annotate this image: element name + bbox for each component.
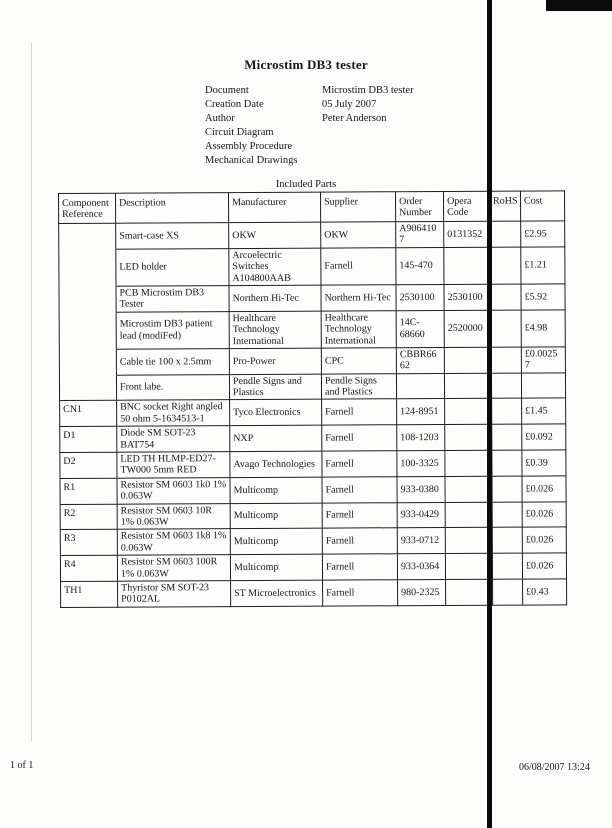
table-cell: Front labe. xyxy=(116,374,229,400)
table-cell: Resistor SM 0603 100R 1% 0.063W xyxy=(117,555,230,581)
table-cell xyxy=(521,373,565,399)
table-cell: CPC xyxy=(321,348,396,374)
table-cell: £0.39 xyxy=(522,450,566,476)
column-header: Description xyxy=(116,193,229,224)
page-title: Microstim DB3 tester xyxy=(244,57,368,72)
table-cell: £4.98 xyxy=(521,310,565,347)
table-cell: £0.026 xyxy=(522,527,566,553)
table-cell: 100-3325 xyxy=(397,451,445,477)
scan-artifact-vertical-line xyxy=(487,0,492,828)
meta-label: Author xyxy=(205,113,235,124)
table-cell xyxy=(59,312,116,349)
table-cell: £0.00257 xyxy=(521,347,565,373)
table-cell xyxy=(491,347,521,373)
table-cell: Tyco Electronics xyxy=(230,400,322,426)
scan-artifact-left-edge xyxy=(31,42,32,742)
table-cell: OKW xyxy=(321,222,396,248)
table-cell: Multicomp xyxy=(230,503,322,529)
table-cell xyxy=(445,553,492,579)
table-cell: Resistor SM 0603 10R 1% 0.063W xyxy=(117,503,230,529)
table-cell: D2 xyxy=(60,452,117,478)
table-cell: 14C-68660 xyxy=(396,310,444,347)
meta-row xyxy=(205,113,414,124)
table-cell: Pro-Power xyxy=(229,348,321,374)
table-cell xyxy=(492,424,522,450)
table-cell: 2530100 xyxy=(396,284,444,310)
table-cell xyxy=(446,579,493,605)
meta-value: Microstim DB3 tester xyxy=(322,85,414,96)
table-cell xyxy=(491,284,521,310)
table-cell xyxy=(59,286,116,312)
table-cell: 145-470 xyxy=(396,247,444,284)
table-cell: 0131352 xyxy=(444,221,491,247)
table-cell: Arcoelectric Switches A104800AAB xyxy=(229,248,321,286)
table-cell: Diode SM SOT-23 BAT754 xyxy=(117,426,230,452)
table-cell xyxy=(491,247,521,284)
table-cell xyxy=(492,527,522,553)
table-cell: OKW xyxy=(229,222,321,248)
table-cell xyxy=(491,310,521,347)
print-timestamp: 06/08/2007 13:24 xyxy=(519,762,590,773)
table-cell xyxy=(59,375,116,401)
table-cell: 2530100 xyxy=(444,284,491,310)
table-cell: R1 xyxy=(60,478,117,504)
table-cell: D1 xyxy=(60,426,117,452)
table-cell xyxy=(444,347,491,373)
table-cell: Farnell xyxy=(322,502,397,528)
table-cell: 933-0429 xyxy=(397,502,445,528)
column-header: Opera Code xyxy=(443,191,490,221)
page-number: 1 of 1 xyxy=(10,760,34,771)
table-cell: R2 xyxy=(60,504,117,530)
table-cell: 933-0380 xyxy=(397,476,445,502)
table-cell: 124-8951 xyxy=(397,399,445,425)
table-cell xyxy=(444,247,491,284)
table-cell: Multicomp xyxy=(230,528,322,554)
table-cell: £2.95 xyxy=(521,221,565,247)
table-cell: Farnell xyxy=(321,248,396,286)
table-cell: Avago Technologies xyxy=(230,451,322,477)
table-cell: LED holder xyxy=(116,248,229,286)
table-cell: Farnell xyxy=(322,554,397,580)
table-cell xyxy=(445,450,492,476)
table-cell: ST Microelectronics xyxy=(231,580,323,606)
table-cell: Healthcare Technology International xyxy=(321,310,396,348)
meta-label: Mechanical Drawings xyxy=(205,155,298,166)
table-cell: Cable tie 100 x 2.5mm xyxy=(116,349,229,375)
table-cell: £5.92 xyxy=(521,284,565,310)
table-cell: £0.026 xyxy=(522,553,566,579)
table-cell xyxy=(59,249,116,286)
meta-row xyxy=(205,127,414,138)
meta-row xyxy=(205,155,414,166)
table-cell: Resistor SM 0603 1k8 1% 0.063W xyxy=(117,529,230,555)
table-cell: Thyristor SM SOT-23 P0102AL xyxy=(118,581,231,607)
table-cell xyxy=(445,502,492,528)
table-cell: Multicomp xyxy=(230,477,322,503)
meta-row xyxy=(205,99,414,110)
table-cell xyxy=(492,476,522,502)
table-cell: 2520000 xyxy=(444,310,491,347)
table-cell: £0.026 xyxy=(522,501,566,527)
table-cell: R3 xyxy=(60,530,117,556)
table-cell: PCB Microstim DB3 Tester xyxy=(116,286,229,312)
scan-artifact-top-right xyxy=(546,0,612,11)
table-cell: £0.092 xyxy=(522,424,566,450)
table-cell xyxy=(492,399,522,425)
table-cell: Multicomp xyxy=(230,554,322,580)
table-cell: NXP xyxy=(230,425,322,451)
table-cell: £0.43 xyxy=(523,579,567,605)
table-cell: 933-0712 xyxy=(397,528,445,554)
column-header: RoHS xyxy=(490,191,520,221)
table-cell: A9064107 xyxy=(396,221,444,247)
section-title: Included Parts xyxy=(275,179,337,190)
table-cell: TH1 xyxy=(61,581,118,607)
table-cell xyxy=(492,553,522,579)
table-cell: Farnell xyxy=(322,399,397,425)
table-cell xyxy=(445,476,492,502)
column-header: Component Reference xyxy=(59,193,116,223)
table-cell: Northern Hi-Tec xyxy=(321,285,396,311)
meta-value: Peter Anderson xyxy=(322,113,387,124)
table-cell: £1.21 xyxy=(521,247,565,284)
table-cell: BNC socket Right angled 50 ohm 5-1634513-1 xyxy=(117,400,230,426)
column-header: Order Number xyxy=(395,191,443,221)
table-cell xyxy=(445,424,492,450)
table-cell: 933-0364 xyxy=(397,554,445,580)
meta-value: 05 July 2007 xyxy=(322,99,377,110)
table-cell xyxy=(491,373,521,399)
table-cell: 108-1203 xyxy=(397,425,445,451)
table-cell: Smart-case XS xyxy=(116,223,229,249)
document-meta xyxy=(205,85,414,169)
table-cell: Farnell xyxy=(322,425,397,451)
table-cell: £1.45 xyxy=(522,398,566,424)
table-cell xyxy=(492,502,522,528)
meta-row xyxy=(205,85,414,96)
table-cell: Healthcare Technology International xyxy=(229,311,321,349)
table-cell: Microstim DB3 patient lead (modiFed) xyxy=(116,311,229,349)
table-cell: LED TH HLMP-ED27-TW000 5mm RED xyxy=(117,452,230,478)
table-cell: Farnell xyxy=(322,451,397,477)
table-cell: Farnell xyxy=(323,580,398,606)
meta-label: Document xyxy=(205,85,249,96)
table-cell xyxy=(396,373,444,399)
table-cell xyxy=(445,399,492,425)
table-cell: Farnell xyxy=(322,477,397,503)
table-cell xyxy=(59,223,116,249)
column-header: Supplier xyxy=(320,192,395,222)
meta-label: Assembly Procedure xyxy=(205,141,293,152)
table-cell xyxy=(491,221,521,247)
table-cell xyxy=(493,579,523,605)
meta-row xyxy=(205,141,414,152)
table-cell: CN1 xyxy=(60,401,117,427)
meta-label: Circuit Diagram xyxy=(205,127,274,138)
column-header: Cost xyxy=(520,191,564,221)
table-cell: Northern Hi-Tec xyxy=(229,285,321,311)
table-cell: Pendle Signs and Plastics xyxy=(229,374,321,400)
table-cell xyxy=(59,349,116,375)
table-cell xyxy=(445,528,492,554)
table-cell xyxy=(492,450,522,476)
meta-label: Creation Date xyxy=(205,99,264,110)
table-cell: R4 xyxy=(60,555,117,581)
table-cell: CBBR6662 xyxy=(396,347,444,373)
table-cell xyxy=(444,373,491,399)
table-cell: Farnell xyxy=(322,528,397,554)
table-cell: 980-2325 xyxy=(398,579,446,605)
table-cell: Pendle Signs and Plastics xyxy=(321,373,396,399)
table-cell: Resistor SM 0603 1k0 1% 0.063W xyxy=(117,477,230,503)
table-cell: £0.026 xyxy=(522,476,566,502)
column-header: Manufacturer xyxy=(229,192,321,222)
